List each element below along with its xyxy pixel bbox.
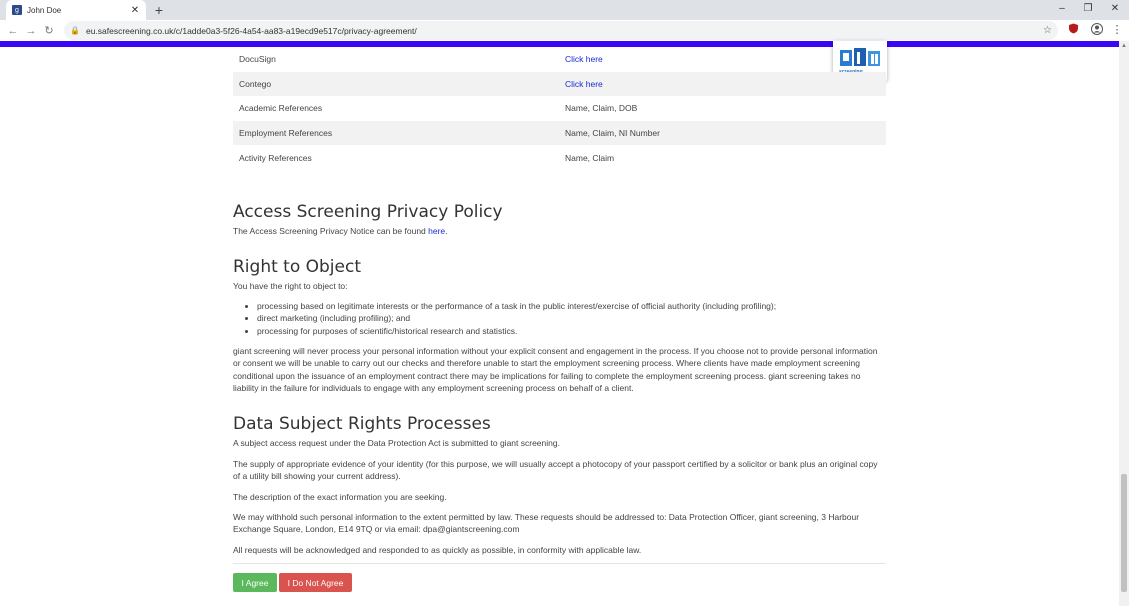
row-value: Name, Claim, NI Number: [559, 121, 886, 146]
privacy-notice-text: [233, 225, 886, 237]
forward-icon[interactable]: →: [25, 24, 37, 37]
scroll-up-icon[interactable]: ▲: [1121, 43, 1127, 49]
agree-button[interactable]: I Agree: [233, 573, 277, 592]
browser-chrome: [0, 0, 1129, 41]
tab-title: John Doe: [27, 5, 62, 15]
menu-kebab-icon[interactable]: ⋮: [1111, 24, 1123, 36]
favicon-icon: g: [12, 5, 22, 15]
main-content: [233, 47, 886, 588]
right-to-object-intro: You have the right to object to:: [233, 281, 348, 291]
row-label: Activity References: [239, 152, 312, 163]
profile-icon-svg: [1091, 23, 1103, 35]
data-subject-p3: The description of the exact information you are seeking.: [233, 492, 447, 502]
row-value: [559, 47, 886, 72]
data-subject-p4: We may withhold such personal information to the extent permitted by law. These requests should be addressed to: Data Protection Officer, giant screening, 3 Harbour Exchange Square, London, E14 9TQ or via email: dpa@giantscreening.com: [233, 512, 860, 535]
data-subject-heading: Data Subject Rights Processes: [233, 414, 491, 434]
extension-shield-icon[interactable]: [1066, 23, 1080, 37]
new-tab-button[interactable]: +: [154, 2, 164, 18]
list-item: • direct marketing (including profiling); and: [257, 312, 776, 324]
shield-icon-svg: [1068, 23, 1079, 34]
row-value: Name, Claim: [565, 152, 615, 163]
data-subject-p5: All requests will be acknowledged and responded to as quickly as possible, in conformity with applicable law.: [233, 545, 642, 555]
data-subject-p1: A subject access request under the Data Protection Act is submitted to giant screening.: [233, 438, 560, 448]
page-scrollbar[interactable]: [1119, 41, 1129, 606]
table-row: [233, 121, 886, 146]
browser-toolbar: [0, 20, 1129, 41]
browser-tab[interactable]: [6, 0, 146, 20]
tab-strip: [0, 0, 1129, 20]
privacy-notice-suffix: .: [445, 226, 448, 236]
privacy-notice-prefix: The Access Screening Privacy Notice can be found: [233, 226, 429, 236]
window-close-button[interactable]: ✕: [1110, 3, 1120, 14]
privacy-notice-link[interactable]: here: [428, 226, 446, 236]
table-row: [233, 47, 886, 72]
reload-icon[interactable]: ↻: [44, 25, 54, 37]
bookmark-star-icon[interactable]: ☆: [1043, 25, 1052, 36]
row-label: Contego: [233, 72, 559, 97]
right-to-object-paragraph: giant screening will never process your personal information without your explicit consent and engagement in the process. If you choose not to provide personal information or consent we will be unable to carry out our checks and therefore unable to start the employment screening process. Where clients have made employment screening conditional upon the issuance of an employment contract there may be implications for failing to complete the employment screening process. giant screening takes no liability in the failure for individuals to engage with any employment screening process on behalf of a client.: [233, 346, 878, 394]
data-subject-p2: The supply of appropriate evidence of your identity (for this purpose, we will usually accept a photocopy of your passport certified by a solicitor or bank plus an original copy of a utility bill showing your current address).: [233, 459, 878, 482]
row-value: [559, 72, 886, 97]
back-icon[interactable]: ←: [7, 24, 19, 37]
list-item: • processing for purposes of scientific/historical research and statistics.: [257, 325, 776, 337]
table-row: [233, 96, 886, 121]
disagree-button[interactable]: I Do Not Agree: [279, 573, 352, 592]
row-label: DocuSign: [239, 54, 276, 65]
list-item: • processing based on legitimate interests or the performance of a task in the public interest/exercise of official authority (including profiling);: [257, 300, 776, 312]
scroll-thumb[interactable]: [1121, 474, 1127, 592]
table-row: [233, 145, 886, 170]
docusign-link[interactable]: Click here: [565, 54, 603, 65]
contego-link[interactable]: Click here: [565, 78, 603, 89]
divider: [233, 563, 886, 564]
address-bar[interactable]: [64, 21, 1058, 40]
row-label: Academic References: [239, 103, 323, 114]
row-value: Name, Claim, DOB: [565, 103, 638, 114]
privacy-policy-heading: Access Screening Privacy Policy: [233, 202, 503, 222]
lock-icon: 🔒: [70, 26, 80, 35]
right-to-object-heading: Right to Object: [233, 257, 362, 277]
url-text[interactable]: eu.safescreening.co.uk/c/1adde0a3-5f26-4a54-aa83-a19ecd9e517c/privacy-agreement/: [85, 25, 417, 36]
data-table: [233, 47, 886, 170]
objection-list: [257, 300, 776, 337]
restore-button[interactable]: ❐: [1083, 3, 1093, 14]
table-row: [233, 72, 886, 97]
close-tab-icon[interactable]: ✕: [130, 4, 140, 16]
minimize-button[interactable]: –: [1059, 3, 1065, 14]
profile-icon[interactable]: [1090, 23, 1104, 38]
row-label: Employment References: [233, 121, 559, 146]
